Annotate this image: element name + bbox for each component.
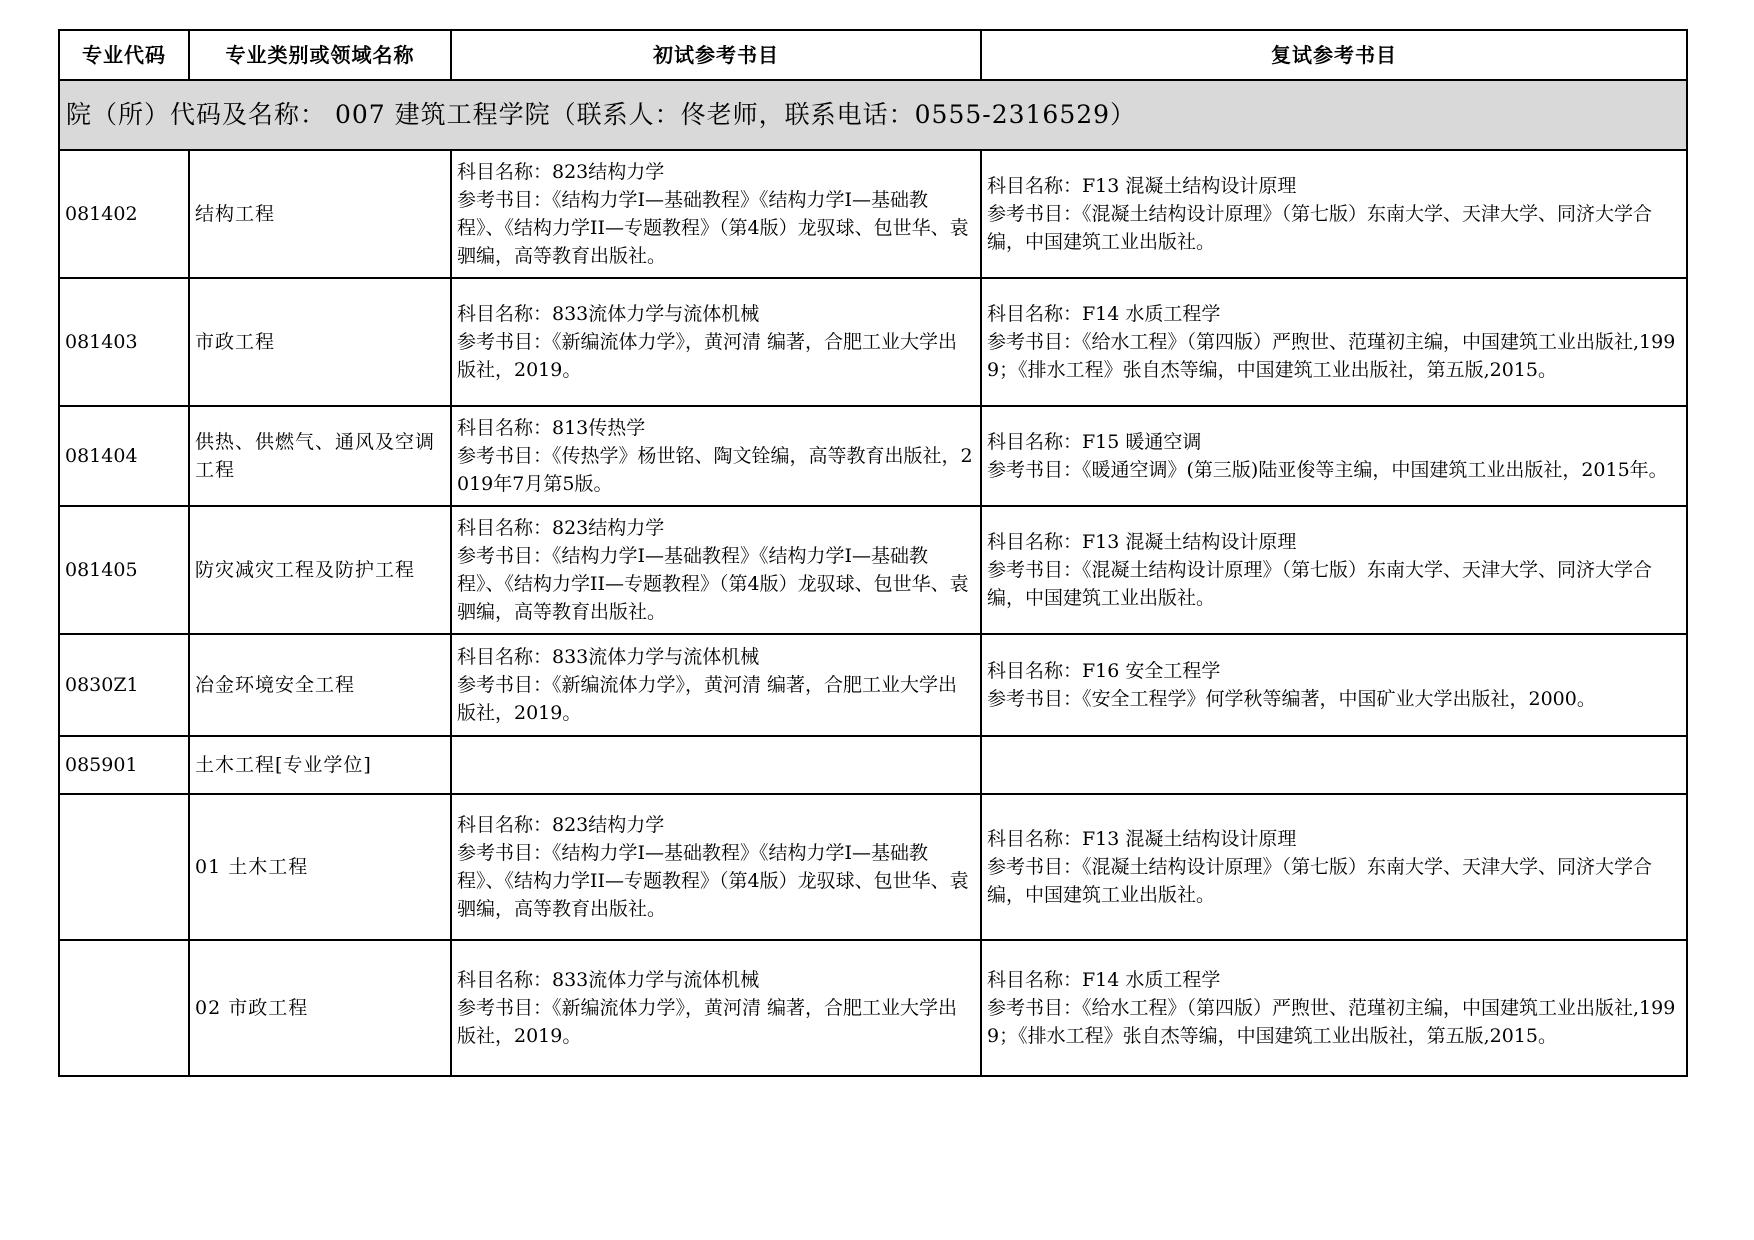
department-label: 院（所）代码及名称： bbox=[66, 100, 327, 129]
table-row bbox=[59, 794, 1687, 940]
initial-books-cell bbox=[451, 634, 981, 736]
table-row bbox=[59, 406, 1687, 506]
major-code: 081403 bbox=[59, 278, 189, 406]
initial-books-cell bbox=[451, 736, 981, 794]
major-name: 土木工程[专业学位] bbox=[189, 736, 451, 794]
major-name: 冶金环境安全工程 bbox=[189, 634, 451, 736]
major-name: 02 市政工程 bbox=[189, 940, 451, 1076]
retest-books-cell bbox=[981, 278, 1687, 406]
major-code bbox=[59, 940, 189, 1076]
initial-references: 参考书目：《新编流体力学》，黄河清 编著，合肥工业大学出版社，2019。 bbox=[457, 997, 958, 1047]
major-code: 081402 bbox=[59, 150, 189, 278]
retest-references: 参考书目：《安全工程学》何学秋等编著，中国矿业大学出版社，2000。 bbox=[987, 688, 1596, 710]
initial-books-cell bbox=[451, 940, 981, 1076]
header-name: 专业类别或领域名称 bbox=[189, 30, 451, 80]
initial-books-cell bbox=[451, 506, 981, 634]
header-row bbox=[59, 30, 1687, 80]
retest-books-cell bbox=[981, 634, 1687, 736]
table-row bbox=[59, 150, 1687, 278]
major-code bbox=[59, 794, 189, 940]
header-initial-books: 初试参考书目 bbox=[451, 30, 981, 80]
retest-books-cell bbox=[981, 506, 1687, 634]
reference-books-table bbox=[58, 29, 1688, 1077]
initial-subject: 科目名称：823结构力学 bbox=[457, 517, 665, 539]
initial-subject: 科目名称：833流体力学与流体机械 bbox=[457, 969, 760, 991]
retest-subject: 科目名称：F13 混凝土结构设计原理 bbox=[987, 175, 1297, 197]
initial-subject: 科目名称：823结构力学 bbox=[457, 161, 665, 183]
major-code: 0830Z1 bbox=[59, 634, 189, 736]
table-row bbox=[59, 736, 1687, 794]
initial-books-cell bbox=[451, 278, 981, 406]
major-name: 01 土木工程 bbox=[189, 794, 451, 940]
major-code: 081405 bbox=[59, 506, 189, 634]
retest-subject: 科目名称：F14 水质工程学 bbox=[987, 969, 1221, 991]
retest-books-cell bbox=[981, 736, 1687, 794]
retest-books-cell bbox=[981, 150, 1687, 278]
retest-books-cell bbox=[981, 406, 1687, 506]
retest-subject: 科目名称：F14 水质工程学 bbox=[987, 303, 1221, 325]
retest-references: 参考书目：《暖通空调》(第三版)陆亚俊等主编，中国建筑工业出版社，2015年。 bbox=[987, 459, 1668, 481]
initial-references: 参考书目：《传热学》杨世铭、陶文铨编，高等教育出版社，2019年7月第5版。 bbox=[457, 445, 973, 495]
initial-references: 参考书目：《结构力学I—基础教程》《结构力学I—基础教程》、《结构力学II—专题教程》（第4版）龙驭球、包世华、袁驷编，高等教育出版社。 bbox=[457, 842, 969, 920]
major-code: 085901 bbox=[59, 736, 189, 794]
initial-subject: 科目名称：833流体力学与流体机械 bbox=[457, 646, 760, 668]
retest-references: 参考书目：《给水工程》（第四版）严煦世、范瑾初主编，中国建筑工业出版社,1999；《排水工程》张自杰等编，中国建筑工业出版社，第五版,2015。 bbox=[987, 331, 1676, 381]
retest-subject: 科目名称：F13 混凝土结构设计原理 bbox=[987, 531, 1297, 553]
initial-subject: 科目名称：833流体力学与流体机械 bbox=[457, 303, 760, 325]
major-name: 市政工程 bbox=[189, 278, 451, 406]
retest-references: 参考书目：《混凝土结构设计原理》（第七版）东南大学、天津大学、同济大学合编，中国建筑工业出版社。 bbox=[987, 559, 1653, 609]
initial-subject: 科目名称：813传热学 bbox=[457, 417, 646, 439]
header-retest-books: 复试参考书目 bbox=[981, 30, 1687, 80]
initial-references: 参考书目：《新编流体力学》，黄河清 编著，合肥工业大学出版社，2019。 bbox=[457, 674, 958, 724]
retest-references: 参考书目：《给水工程》（第四版）严煦世、范瑾初主编，中国建筑工业出版社,1999；《排水工程》张自杰等编，中国建筑工业出版社，第五版,2015。 bbox=[987, 997, 1676, 1047]
table-row bbox=[59, 634, 1687, 736]
major-name: 防灾减灾工程及防护工程 bbox=[189, 506, 451, 634]
initial-books-cell bbox=[451, 406, 981, 506]
initial-references: 参考书目：《新编流体力学》，黄河清 编著，合肥工业大学出版社，2019。 bbox=[457, 331, 958, 381]
initial-books-cell bbox=[451, 150, 981, 278]
retest-books-cell bbox=[981, 794, 1687, 940]
department-code-name: 007 建筑工程学院（联系人：佟老师，联系电话：0555-2316529） bbox=[334, 100, 1137, 129]
retest-subject: 科目名称：F16 安全工程学 bbox=[987, 660, 1221, 682]
header-code: 专业代码 bbox=[59, 30, 189, 80]
department-row bbox=[59, 80, 1687, 150]
initial-references: 参考书目：《结构力学I—基础教程》《结构力学I—基础教程》、《结构力学II—专题教程》（第4版）龙驭球、包世华、袁驷编，高等教育出版社。 bbox=[457, 545, 969, 623]
major-name: 供热、供燃气、通风及空调工程 bbox=[189, 406, 451, 506]
initial-references: 参考书目：《结构力学I—基础教程》《结构力学I—基础教程》、《结构力学II—专题教程》（第4版）龙驭球、包世华、袁驷编，高等教育出版社。 bbox=[457, 189, 969, 267]
retest-subject: 科目名称：F13 混凝土结构设计原理 bbox=[987, 828, 1297, 850]
major-name: 结构工程 bbox=[189, 150, 451, 278]
major-code: 081404 bbox=[59, 406, 189, 506]
table-row bbox=[59, 278, 1687, 406]
department-cell bbox=[59, 80, 1687, 150]
initial-books-cell bbox=[451, 794, 981, 940]
table-row bbox=[59, 940, 1687, 1076]
initial-subject: 科目名称：823结构力学 bbox=[457, 814, 665, 836]
table-row bbox=[59, 506, 1687, 634]
retest-subject: 科目名称：F15 暖通空调 bbox=[987, 431, 1202, 453]
retest-references: 参考书目：《混凝土结构设计原理》（第七版）东南大学、天津大学、同济大学合编，中国建筑工业出版社。 bbox=[987, 856, 1653, 906]
retest-books-cell bbox=[981, 940, 1687, 1076]
retest-references: 参考书目：《混凝土结构设计原理》（第七版）东南大学、天津大学、同济大学合编，中国建筑工业出版社。 bbox=[987, 203, 1653, 253]
